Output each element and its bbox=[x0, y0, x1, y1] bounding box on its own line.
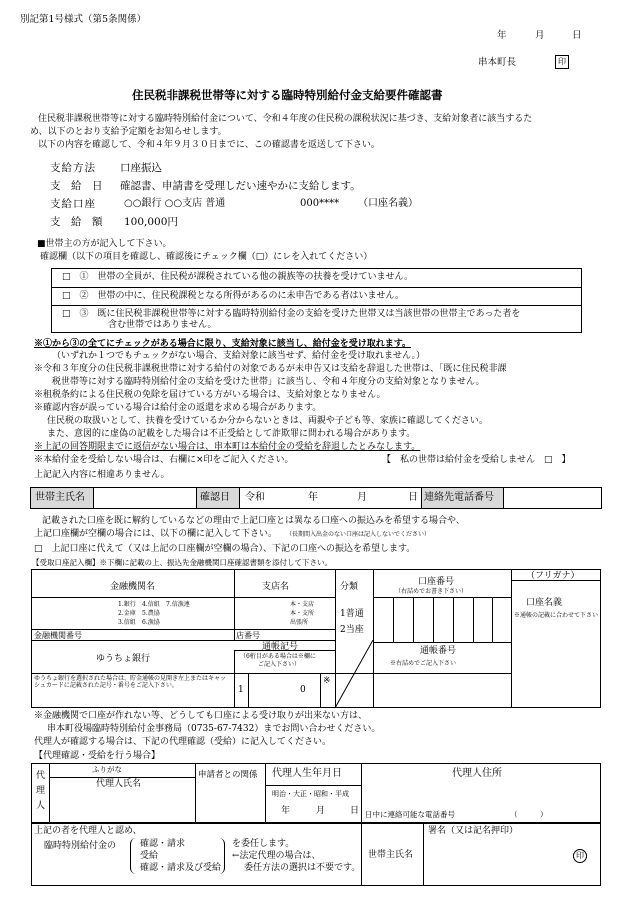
decline-checkbox[interactable]: 【 私の世帯は給付金を受給しません □ 】 bbox=[382, 455, 571, 465]
phone-label: 連絡先電話番号 bbox=[424, 492, 494, 503]
yucho-label: ゆうちょ銀行 bbox=[96, 654, 151, 664]
divider bbox=[503, 487, 504, 509]
payment-date-value: 確認書、申請書を受理しだい速やかに支給します。 bbox=[120, 180, 361, 192]
payment-amount-label: 支 給 額 bbox=[50, 216, 103, 228]
divider bbox=[265, 763, 266, 823]
slash-mark bbox=[335, 640, 373, 708]
passbook-number-note: ※右詰めでご記入下さい bbox=[390, 660, 457, 667]
head-name-label: 世帯主氏名 bbox=[35, 492, 85, 503]
divider bbox=[393, 597, 394, 642]
branch-header: 支店名 bbox=[262, 582, 290, 592]
daytime-phone-label: 日中に連絡可能な電話番号 bbox=[365, 810, 455, 819]
reiwa-label: 令和 bbox=[245, 492, 265, 503]
note-4: ※確認内容が誤っている場合は給付金の返還を求める場合があります。 bbox=[34, 403, 322, 413]
divider bbox=[196, 487, 197, 509]
date-month-label: 月 bbox=[535, 30, 545, 41]
branch-type-1: 本・支店 bbox=[290, 601, 315, 608]
divider bbox=[433, 597, 434, 642]
bank-type-3: 3.信組 bbox=[118, 619, 136, 626]
passbook-symbol-note-2: ご記入下さい） bbox=[258, 661, 301, 668]
payment-date-label: 支 給 日 bbox=[50, 180, 103, 192]
account-change-line-2: 上記口座欄が空欄の場合には、以下の欄に記入して下さい。 bbox=[34, 529, 278, 539]
divider bbox=[31, 597, 335, 598]
divider bbox=[265, 785, 361, 786]
date-day-label: 日 bbox=[572, 30, 582, 41]
type-header: 分類 bbox=[340, 582, 359, 592]
proxy-address-field[interactable] bbox=[365, 782, 597, 806]
relation-label: 申請者との関係 bbox=[198, 770, 258, 780]
note-1b: （いずれか１つでもチェックがない場合、支給対象に該当せず、給付金を受け取れません。） bbox=[52, 351, 426, 361]
passbook-number-label: 通帳番号 bbox=[420, 646, 457, 656]
note-3: ※租税条約による住民税の免除を届けている方がいる場合は、支給対象となりません。 bbox=[34, 390, 386, 400]
account-holder-header: 口座名義 bbox=[526, 598, 563, 608]
check-instructions: 確認欄（以下の項目を確認し、確認後にチェック欄（□）にレを入れてください） bbox=[40, 252, 373, 262]
symbol-star: ※ bbox=[323, 676, 331, 686]
divider bbox=[492, 597, 493, 642]
birth-month-label: 月 bbox=[316, 806, 326, 816]
note-2: ※令和３年度分の住民税非課税世帯に対する給付の対象であるが未申告又は支給を辞退した世帯は、「既に住民税非課 bbox=[34, 364, 507, 374]
note-5: ※上記の回答期限までに返信がない場合は、串本町は本給付金の受給を辞退したとみなします。 bbox=[34, 442, 421, 452]
proxy-address-label: 代理人住所 bbox=[452, 768, 502, 779]
divider bbox=[49, 763, 50, 823]
relation-field[interactable] bbox=[198, 785, 262, 819]
divider bbox=[320, 673, 321, 708]
proxy-name-label: 代理人氏名 bbox=[96, 779, 142, 789]
birth-year-label: 年 bbox=[281, 806, 291, 816]
signature-field[interactable] bbox=[428, 838, 568, 878]
daytime-phone-field[interactable]: （ ） bbox=[510, 810, 548, 819]
delegation-line-3: を委任します。 bbox=[232, 839, 295, 849]
branch-type-2: 本・支所 bbox=[290, 610, 315, 617]
divider bbox=[373, 569, 374, 708]
account-change-note: （長期間入出金のない口座は記入しないでください） bbox=[286, 531, 431, 538]
note-2b: 税世帯等に対する臨時特別給付金の支給を受けた世帯」に該当し、令和４年度分の支給対象となりません。 bbox=[52, 377, 485, 387]
birth-day-label: 日 bbox=[350, 806, 360, 816]
bank-type-2: 2.金庫 bbox=[118, 610, 136, 617]
note-4b: 住民税の取扱いとして、扶養を受けているか分からないときは、両親や子ども等、家族に確認してください。 bbox=[47, 416, 488, 426]
divider bbox=[31, 629, 335, 630]
symbol-digit-0: 0 bbox=[300, 685, 306, 695]
mayor-seal: 印 bbox=[555, 55, 569, 69]
bank-type-7: 7.信漁連 bbox=[166, 601, 190, 608]
delegation-option-receive[interactable]: 受給 bbox=[140, 851, 159, 861]
divider bbox=[49, 777, 195, 778]
divider bbox=[373, 642, 511, 643]
proxy-name-field[interactable] bbox=[52, 792, 192, 820]
bottom-note-1: ※金融機関で口座が作れない等、どうしても口座による受け取りが出来ない方は、 bbox=[34, 711, 368, 721]
account-table-title: 【受取口座記入欄】※下欄に記載の上、振込先金融機関口座確認書類を添付して下さい。 bbox=[32, 558, 332, 567]
bank-name-header: 金融機関名 bbox=[110, 582, 156, 592]
divider bbox=[423, 823, 424, 886]
confirm-year-label: 年 bbox=[308, 492, 318, 503]
bottom-note-3: 代理人が確認する場合は、下記の代理確認（受給）に記入してください。 bbox=[34, 737, 332, 747]
payment-account-bank: ○○銀行 ○○支店 普通 bbox=[124, 198, 226, 209]
confirm-month-label: 月 bbox=[357, 492, 367, 503]
era-options[interactable]: 明治・大正・昭和・平成 bbox=[272, 790, 349, 798]
divider bbox=[511, 569, 512, 708]
proxy-side-3: 人 bbox=[36, 801, 46, 811]
divider bbox=[239, 487, 240, 509]
delegation-option-both[interactable]: 確認・請求及び受給 bbox=[140, 863, 222, 873]
date-year-label: 年 bbox=[497, 30, 507, 41]
account-holder-note: ※通帳の記載に合わせて下さい bbox=[514, 612, 599, 619]
bank-type-4: 4.信組 bbox=[142, 601, 160, 608]
check-heading: ■世帯主の方が記入して下さい。 bbox=[37, 239, 172, 249]
furigana-label: ふりがな bbox=[92, 765, 122, 774]
delegation-line-1: 上記の者を代理人と認め、 bbox=[34, 826, 142, 836]
mayor-label: 串本町長 bbox=[478, 57, 517, 68]
page-title: 住民税非課税世帯等に対する臨時特別給付金支給要件確認書 bbox=[132, 88, 443, 102]
note-4c: また、意図的に虚偽の記載をした場合は不正受給として詐欺罪に問われる場合があります。 bbox=[47, 429, 416, 439]
payment-account-label: 支給口座 bbox=[50, 198, 96, 210]
payment-account-number: 000**** bbox=[300, 198, 340, 209]
kana-header: （フリガナ） bbox=[526, 571, 580, 581]
intro-line-1: 住民税非課税世帯等に対する臨時特別給付金について、令和４年度の住民税の課税状況に基づき、支給対象者に該当するた bbox=[38, 114, 533, 124]
note-1: ※①から③の全てにチェックがある場合に限り、支給対象に該当し、給付金を受け取れます。 bbox=[34, 339, 412, 349]
passbook-symbol-note: （6桁目がある場合は※欄に bbox=[240, 653, 316, 660]
divider bbox=[234, 569, 235, 640]
account-change-checkbox[interactable]: □ 上記口座に代えて（又は上記の口座欄が空欄の場合）、下記の口座への振込を希望します。 bbox=[34, 544, 416, 554]
type-checking[interactable]: 2当座 bbox=[340, 625, 364, 635]
divider bbox=[195, 763, 196, 823]
proxy-side-2: 理 bbox=[36, 786, 46, 796]
divider bbox=[234, 650, 235, 708]
divider bbox=[361, 763, 362, 823]
confirm-date-label: 確認日 bbox=[200, 492, 230, 503]
divider bbox=[473, 597, 474, 642]
bank-type-1: 1.銀行 bbox=[118, 601, 136, 608]
proxy-heading: 【代理確認・受給を行う場合】 bbox=[34, 751, 161, 761]
passbook-symbol-label: 通帳記号 bbox=[262, 642, 299, 652]
divider bbox=[31, 673, 511, 674]
payment-account-name: （口座名義） bbox=[358, 198, 418, 209]
branch-type-3: 出張所 bbox=[290, 619, 309, 626]
proxy-birth-label: 代理人生年月日 bbox=[272, 768, 342, 779]
delegation-line-2: 臨時特別給付金の bbox=[44, 841, 117, 851]
check-item-3[interactable]: □ ③ 既に住民税非課税世帯等に対する臨時特別給付金の支給を受けた世帯又は当該世帯の世帯主であった者を bbox=[62, 309, 521, 319]
form-number: 別記第1号様式（第5条関係） bbox=[20, 14, 147, 25]
payment-method-value: 口座振込 bbox=[120, 162, 162, 174]
account-number-header: 口座番号 bbox=[418, 577, 455, 587]
divider bbox=[453, 597, 454, 642]
divider bbox=[93, 487, 94, 509]
divider bbox=[421, 487, 422, 509]
head-name-label-2: 世帯主氏名 bbox=[368, 850, 414, 860]
note-7: 上記記入内容に相違ありません。 bbox=[34, 470, 170, 480]
phone-field[interactable] bbox=[506, 490, 600, 506]
bank-type-5: 5.農協 bbox=[142, 610, 160, 617]
divider bbox=[248, 673, 249, 708]
check-row-divider bbox=[51, 305, 582, 306]
intro-line-2: め、以下のとおり支給予定額をお知らせします。 bbox=[30, 127, 227, 137]
bank-code-label: 金融機関番号 bbox=[34, 631, 82, 640]
payment-amount-value: 100,000円 bbox=[124, 216, 178, 228]
divider bbox=[361, 823, 362, 886]
account-number-note: （右詰めでお書き下さい） bbox=[395, 588, 468, 595]
symbol-digit-1: 1 bbox=[238, 685, 244, 695]
type-ordinary[interactable]: 1普通 bbox=[340, 609, 364, 619]
check-item-1[interactable]: □ ① 世帯の全員が、住民税が課税されている他の親族等の扶養を受けていません。 bbox=[62, 272, 414, 282]
note-6: ※本給付金を受給しない場合は、右欄に×印をご記入ください。 bbox=[34, 455, 294, 465]
check-item-2[interactable]: □ ② 世帯の中に、住民税課税となる所得があるのに未申告である者はいません。 bbox=[62, 291, 405, 301]
payment-method-label: 支給方法 bbox=[50, 162, 96, 174]
branch-code-label: 店番号 bbox=[236, 631, 260, 640]
bottom-note-2: 串本町役場臨時特別給付金事務局（0735-67-7432）までお問い合わせください。 bbox=[47, 724, 381, 734]
delegation-option-confirm[interactable]: 確認・請求 bbox=[140, 839, 186, 849]
bank-type-6: 6.漁協 bbox=[142, 619, 160, 626]
proxy-side-1: 代 bbox=[36, 771, 46, 781]
divider bbox=[413, 597, 414, 642]
account-change-line-1: 記載された口座を既に解約しているなどの理由で上記口座とは異なる口座への振込みを希望する場合や、 bbox=[42, 516, 465, 526]
confirm-day-label: 日 bbox=[408, 492, 418, 503]
intro-line-3: 以下の内容を確認して、令和４年９月３０日までに、この確認書を返送して下さい。 bbox=[38, 140, 380, 150]
signature-seal: 印 bbox=[573, 849, 587, 863]
yucho-note: ゆうちょ銀行を選択された場合は、貯金通帳の見開き左上またはキャッシュカードに記載された記号・番号をご記入下さい。 bbox=[34, 675, 227, 690]
legal-proxy-note-2: 委任方法の選択は不要です。 bbox=[244, 863, 361, 873]
check-row-divider bbox=[51, 287, 582, 288]
head-name-field[interactable] bbox=[96, 490, 194, 506]
legal-proxy-note-1: ←法定代理の場合は、 bbox=[232, 851, 321, 861]
signature-label: 署名（又は記名押印） bbox=[428, 826, 519, 836]
check-item-3-cont: 含む世帯ではありません。 bbox=[108, 320, 217, 330]
